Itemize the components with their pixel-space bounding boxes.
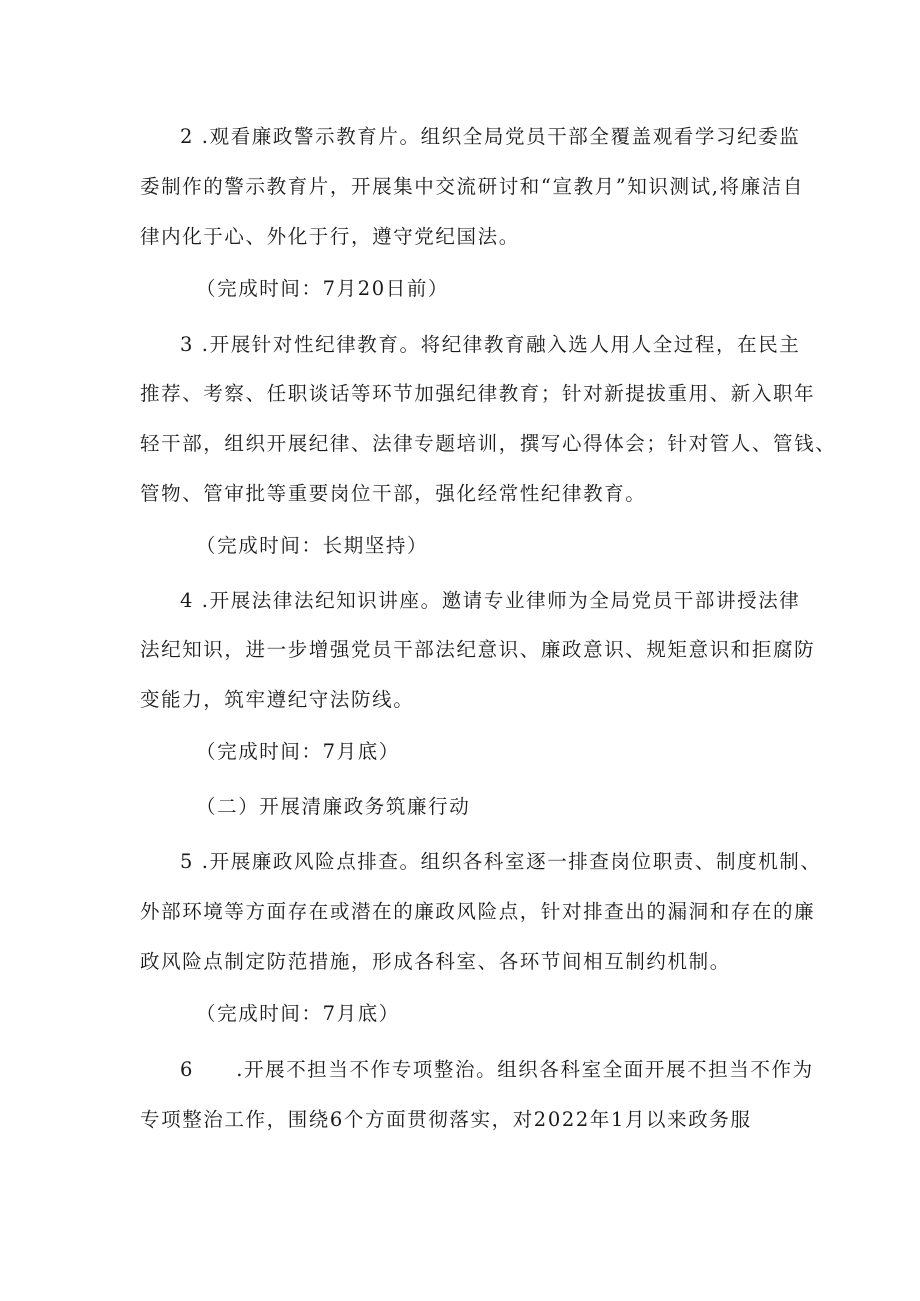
item-6-line-1: 6 .开展不担当不作专项整治。组织各科室全面开展不担当不作为 (180, 1058, 814, 1081)
item-4-line-3: 变能力，筑牢遵纪守法防线。 (140, 688, 415, 711)
item-4-line-2: 法纪知识，进一步增强党员干部法纪意识、廉政意识、规矩意识和拒腐防 (140, 638, 816, 661)
item-2-line-2: 委制作的警示教育片，开展集中交流研讨和“宣教月”知识测试,将廉洁自 (140, 175, 804, 198)
item-3-line-4: 管物、管审批等重要岗位干部，强化经常性纪律教育。 (140, 482, 647, 505)
item-4-line-1: 4 .开展法律法纪知识讲座。邀请专业律师为全局党员干部讲授法律 (180, 589, 801, 612)
item-3-line-1: 3 .开展针对性纪律教育。将纪律教育融入选人用人全过程，在民主 (180, 333, 801, 356)
item-3-deadline: （完成时间：长期坚持） (196, 534, 429, 557)
item-5-line-2: 外部环境等方面存在或潜在的廉政风险点，针对排查出的漏洞和存在的廉 (140, 900, 816, 923)
item-5-line-3: 政风险点制定防范措施，形成各科室、各环节间相互制约机制。 (140, 950, 731, 973)
item-6-line-2: 专项整治工作，围绕6个方面贯彻落实，对2022年1月以来政务服 (140, 1108, 752, 1131)
item-5-deadline: （完成时间：7月底） (196, 1002, 400, 1025)
item-2-line-3: 律内化于心、外化于行，遵守党纪国法。 (140, 225, 520, 248)
item-2-deadline: （完成时间：7月20日前） (196, 277, 450, 300)
item-5-line-1: 5 .开展廉政风险点排查。组织各科室逐一排查岗位职责、制度机制、 (180, 850, 822, 873)
item-2-line-1: 2 .观看廉政警示教育片。组织全局党员干部全覆盖观看学习纪委监 (180, 125, 801, 148)
item-3-line-2: 推荐、考察、任职谈话等环节加强纪律教育；针对新提拔重用、新入职年 (140, 382, 816, 405)
section-heading: （二）开展清廉政务筑廉行动 (196, 795, 471, 818)
item-4-deadline: （完成时间：7月底） (196, 740, 400, 763)
item-3-line-3: 轻干部，组织开展纪律、法律专题培训，撰写心得体会；针对管人、管钱、 (140, 432, 837, 455)
